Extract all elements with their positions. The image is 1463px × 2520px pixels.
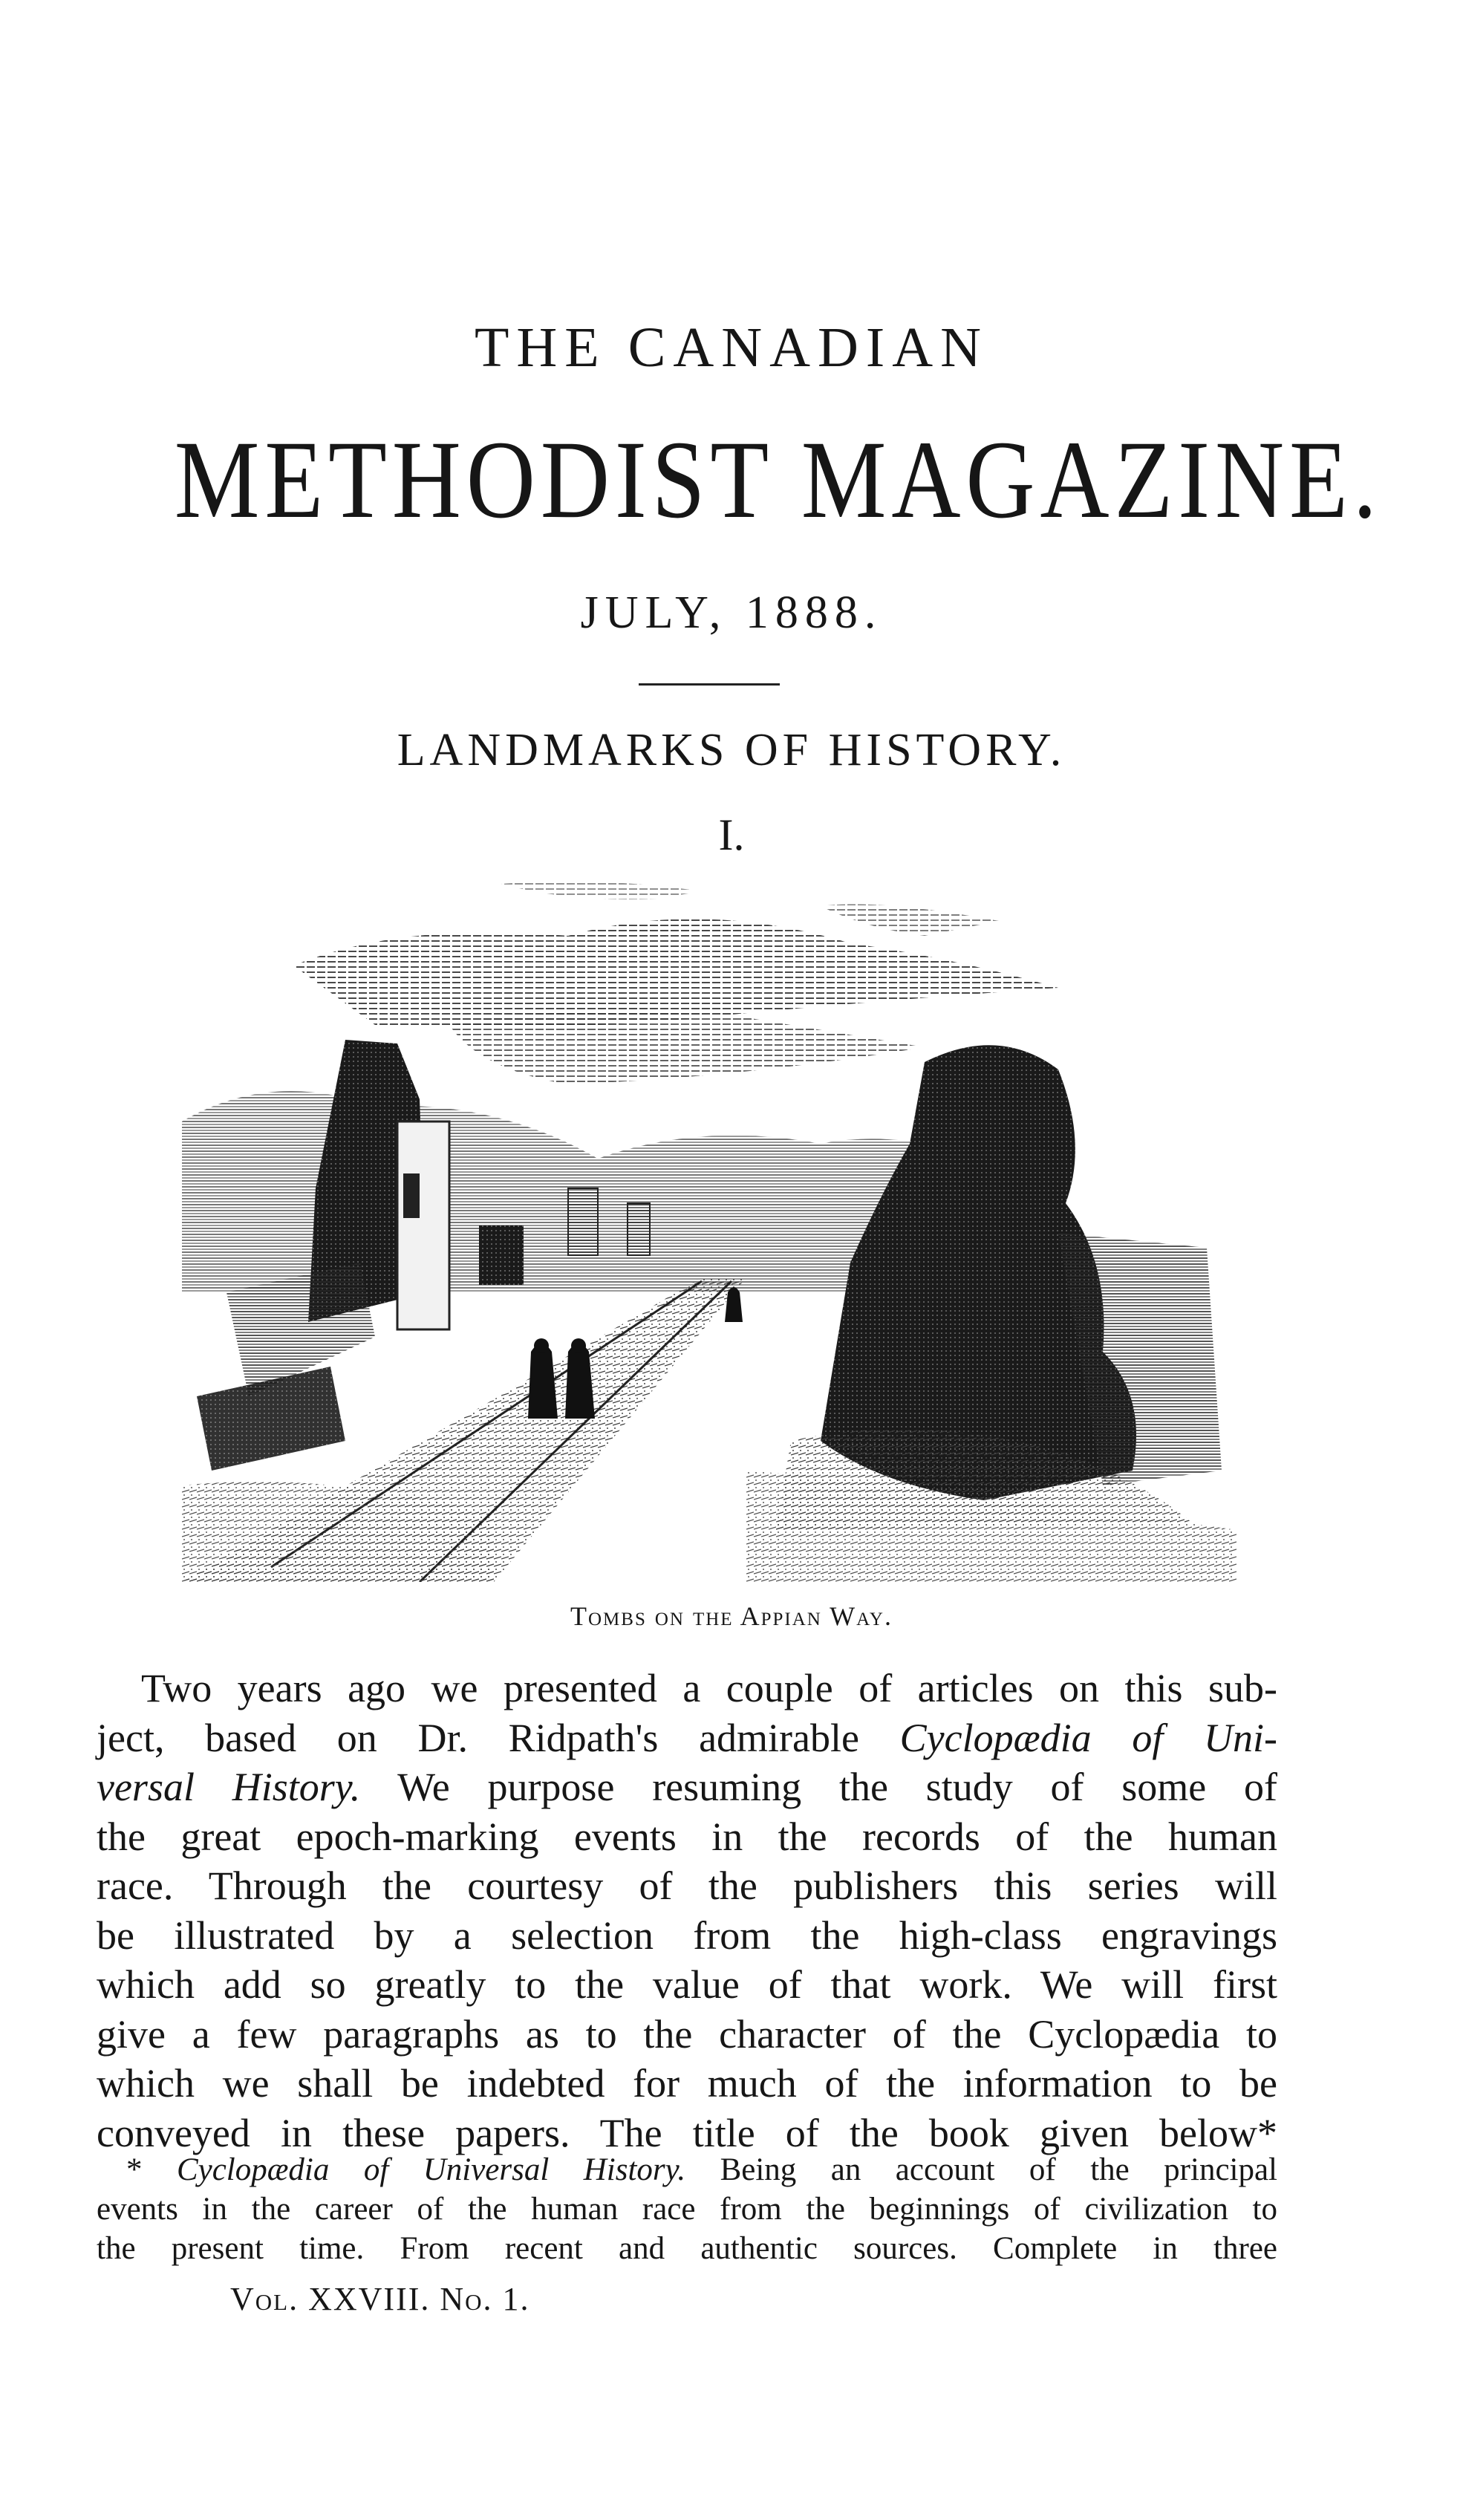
footnote-line bbox=[97, 2150, 1277, 2189]
body-line bbox=[97, 1713, 1277, 1763]
volume-signature: Vol. XXVIII. No. 1. bbox=[230, 2281, 530, 2317]
body-line: race. Through the courtesy of the publishers this series will bbox=[97, 1863, 1277, 1908]
body-line: be illustrated by a selection from the high-class engravings bbox=[97, 1912, 1277, 1958]
body-line: conveyed in these papers. The title of the book given below* bbox=[97, 2110, 1277, 2155]
masthead-title: METHODIST MAGAZINE. bbox=[174, 418, 1382, 541]
illustration-caption: Tombs on the Appian Way. bbox=[570, 1601, 893, 1631]
book-title-italic: Cyclopædia of Uni- bbox=[899, 1715, 1277, 1760]
footnote-marker: * bbox=[126, 2152, 177, 2187]
footnote-line: events in the career of the human race from the beginnings of civilization to bbox=[97, 2192, 1277, 2227]
footnote-text-segment: Being an account of the principal bbox=[685, 2152, 1278, 2187]
divider-rule bbox=[639, 683, 780, 686]
body-text-segment: We purpose resuming the study of some of bbox=[360, 1765, 1277, 1809]
body-line: Two years ago we presented a couple of articles on this sub- bbox=[141, 1666, 1277, 1710]
footnote-book-title: Cyclopædia of Universal History. bbox=[176, 2152, 686, 2187]
article-title: LANDMARKS OF HISTORY. bbox=[397, 725, 1066, 775]
footnote bbox=[97, 2150, 1277, 2268]
body-line: give a few paragraphs as to the character of the Cyclopædia to bbox=[97, 2011, 1277, 2057]
engraving-illustration bbox=[182, 876, 1236, 1582]
body-text-segment: ject, based on Dr. Ridpath's admirable bbox=[97, 1715, 900, 1760]
book-title-italic: versal History. bbox=[97, 1765, 361, 1809]
footnote-line: the present time. From recent and authentic sources. Complete in three bbox=[97, 2231, 1277, 2266]
article-part-numeral: I. bbox=[718, 810, 745, 859]
body-line bbox=[97, 1762, 1277, 1812]
body-line: which we shall be indebted for much of the information to be bbox=[97, 2061, 1277, 2106]
masthead-line-1: THE CANADIAN bbox=[474, 316, 989, 379]
issue-date: JULY, 1888. bbox=[580, 587, 883, 638]
article-body bbox=[97, 1664, 1277, 2158]
body-line: the great epoch-marking events in the records of the human bbox=[97, 1814, 1277, 1859]
body-line: which add so greatly to the value of that work. We will first bbox=[97, 1962, 1277, 2007]
